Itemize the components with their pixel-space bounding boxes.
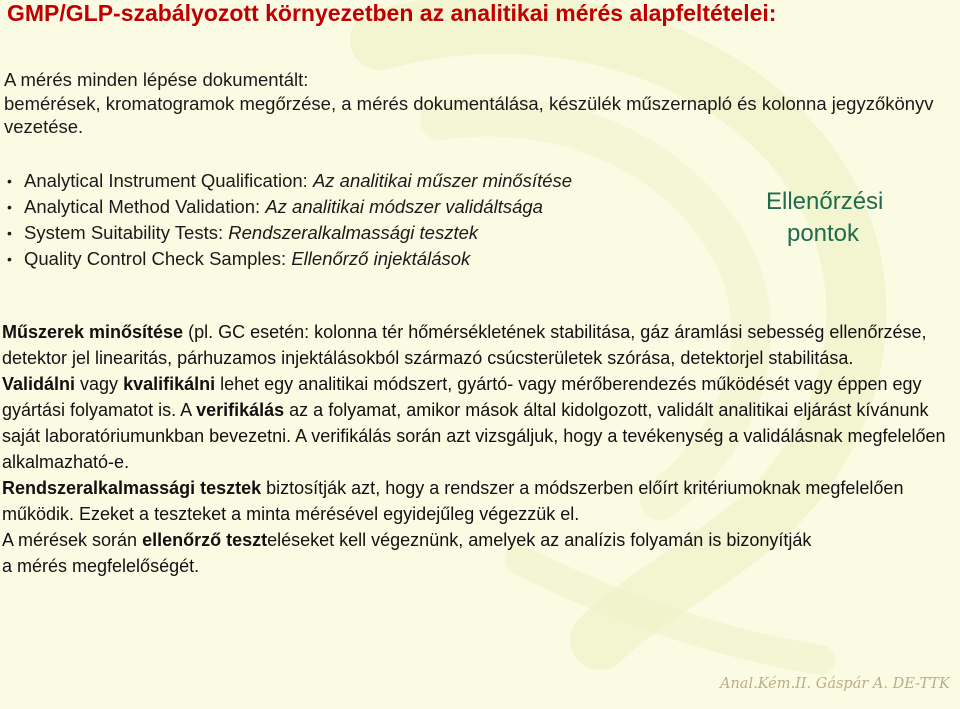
- paragraph-text: A mérések során: [2, 530, 143, 550]
- bullet-icon: •: [7, 225, 12, 241]
- slide-title: GMP/GLP-szabályozott környezetben az analitikai mérés alapfeltételei:: [7, 0, 777, 26]
- list-item: [4, 220, 572, 246]
- paragraph-text: eléseket kell végeznünk, amelyek az analízis folyamán is bizonyítják: [267, 530, 812, 550]
- bold-term: verifikálás: [196, 400, 285, 420]
- checkpoints-label: Ellenőrzési pontok: [766, 188, 884, 247]
- paragraph-instrument-qualification: [2, 319, 958, 371]
- paragraph-control-checks: [2, 527, 958, 579]
- body-text: [2, 319, 958, 579]
- paragraph-text: (pl. GC esetén: kolonna tér hőmérsékletének stabilitása, gáz áramlási sebesség ellenőrzése, detektor jel linearitás, párhuzamos injektálásokból származó csúcsterületek szórása, detektorjel stabilitása.: [2, 322, 927, 368]
- paragraph-text: biztosítják azt, hogy a rendszer a módszerben előírt kritériumoknak megfelelően működik. Ezeket a teszteket a minta mérésével egyidejűleg végezzük el.: [2, 478, 904, 524]
- checkpoint-list: [4, 168, 572, 272]
- intro-text: [4, 68, 944, 139]
- paragraph-text: a mérés megfelelőségét.: [2, 556, 200, 576]
- intro-line-2: bemérések, kromatogramok megőrzése, a mérés dokumentálása, készülék műszernapló és kolonna jegyzőkönyv vezetése.: [4, 92, 934, 137]
- list-item: [4, 194, 572, 220]
- footer-signature: Anal.Kém.II. Gáspár A. DE-TTK: [720, 676, 950, 692]
- bullet-icon: •: [7, 251, 12, 267]
- bold-term: Rendszeralkalmassági tesztek: [2, 478, 262, 498]
- paragraph-line: [2, 530, 811, 550]
- bullet-term: Analytical Instrument Qualification:: [24, 170, 313, 191]
- bold-term: kvalifikálni: [123, 374, 216, 394]
- bullet-translation: Ellenőrző injektálások: [291, 248, 471, 269]
- paragraph-text: vagy: [75, 374, 124, 394]
- bold-term: Műszerek minősítése: [2, 322, 184, 342]
- paragraph-system-suitability: [2, 475, 958, 527]
- paragraph-text: az a folyamat, amikor mások által kidolgozott, validált analitikai eljárást kívánunk saját laboratóriumunkban bevezetni. A verifikálás során azt vizsgáljuk, hogy a tevékenység a validálásnak megfelelően alkalmazható-e.: [2, 400, 946, 472]
- bullet-term: System Suitability Tests:: [24, 222, 229, 243]
- paragraph-validation: [2, 371, 958, 475]
- list-item: [4, 168, 572, 194]
- bullet-icon: •: [7, 173, 12, 189]
- bold-term: Validálni: [2, 374, 76, 394]
- bullet-term: Quality Control Check Samples:: [24, 248, 292, 269]
- intro-line-1: A mérés minden lépése dokumentált:: [4, 69, 309, 90]
- bullet-translation: Az analitikai módszer validáltsága: [265, 196, 543, 217]
- bullet-term: Analytical Method Validation:: [24, 196, 266, 217]
- paragraph-text: lehet egy analitikai módszert, gyártó- vagy mérőberendezés működését vagy éppen egy gyártási folyamatot is. A: [2, 374, 922, 420]
- bullet-translation: Az analitikai műszer minősítése: [312, 170, 573, 191]
- bullet-icon: •: [7, 199, 12, 215]
- bullet-translation: Rendszeralkalmassági tesztek: [228, 222, 479, 243]
- bold-term: ellenőrző teszt: [142, 530, 268, 550]
- list-item: [4, 246, 572, 272]
